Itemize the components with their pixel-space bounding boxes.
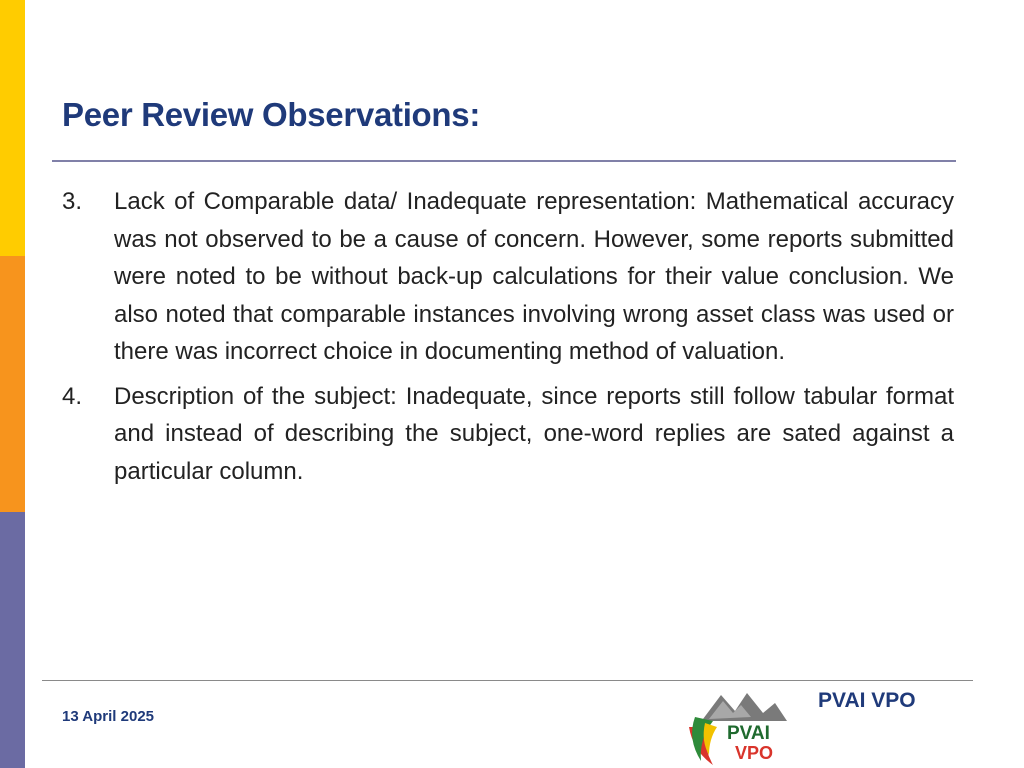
observation-text: Lack of Comparable data/ Inadequate representation: Mathematical accuracy was not observed to be a cause of concern. However, some reports submitted were noted to be without back-up calculations for their value conclusion. We also noted that comparable instances involving wrong asset class was used or there was incorrect choice in documenting method of valuation. <box>114 188 954 365</box>
side-bar-yellow <box>0 0 25 256</box>
observation-list <box>62 183 954 497</box>
footer-divider <box>42 680 973 681</box>
observation-item <box>62 378 954 491</box>
title-divider <box>52 160 956 162</box>
pvai-vpo-logo <box>683 687 798 766</box>
observation-number: 3. <box>62 188 83 215</box>
observation-number: 4. <box>62 382 83 410</box>
pvai-vpo-logo-mark <box>683 687 798 766</box>
footer-date: 13 April 2025 <box>62 708 154 725</box>
footer-brand: PVAI VPO <box>818 689 916 712</box>
side-bar-orange <box>0 256 25 512</box>
slide-title: Peer Review Observations: <box>62 96 481 133</box>
observation-item <box>62 183 954 371</box>
logo-text-bottom: VPO <box>735 743 774 763</box>
observation-text: Description of the subject: Inadequate, since reports still follow tabular format and instead of describing the subject, one-word replies are sated against a particular column. <box>114 382 954 485</box>
side-bar-purple <box>0 512 25 768</box>
logo-text-top: PVAI <box>727 723 770 744</box>
